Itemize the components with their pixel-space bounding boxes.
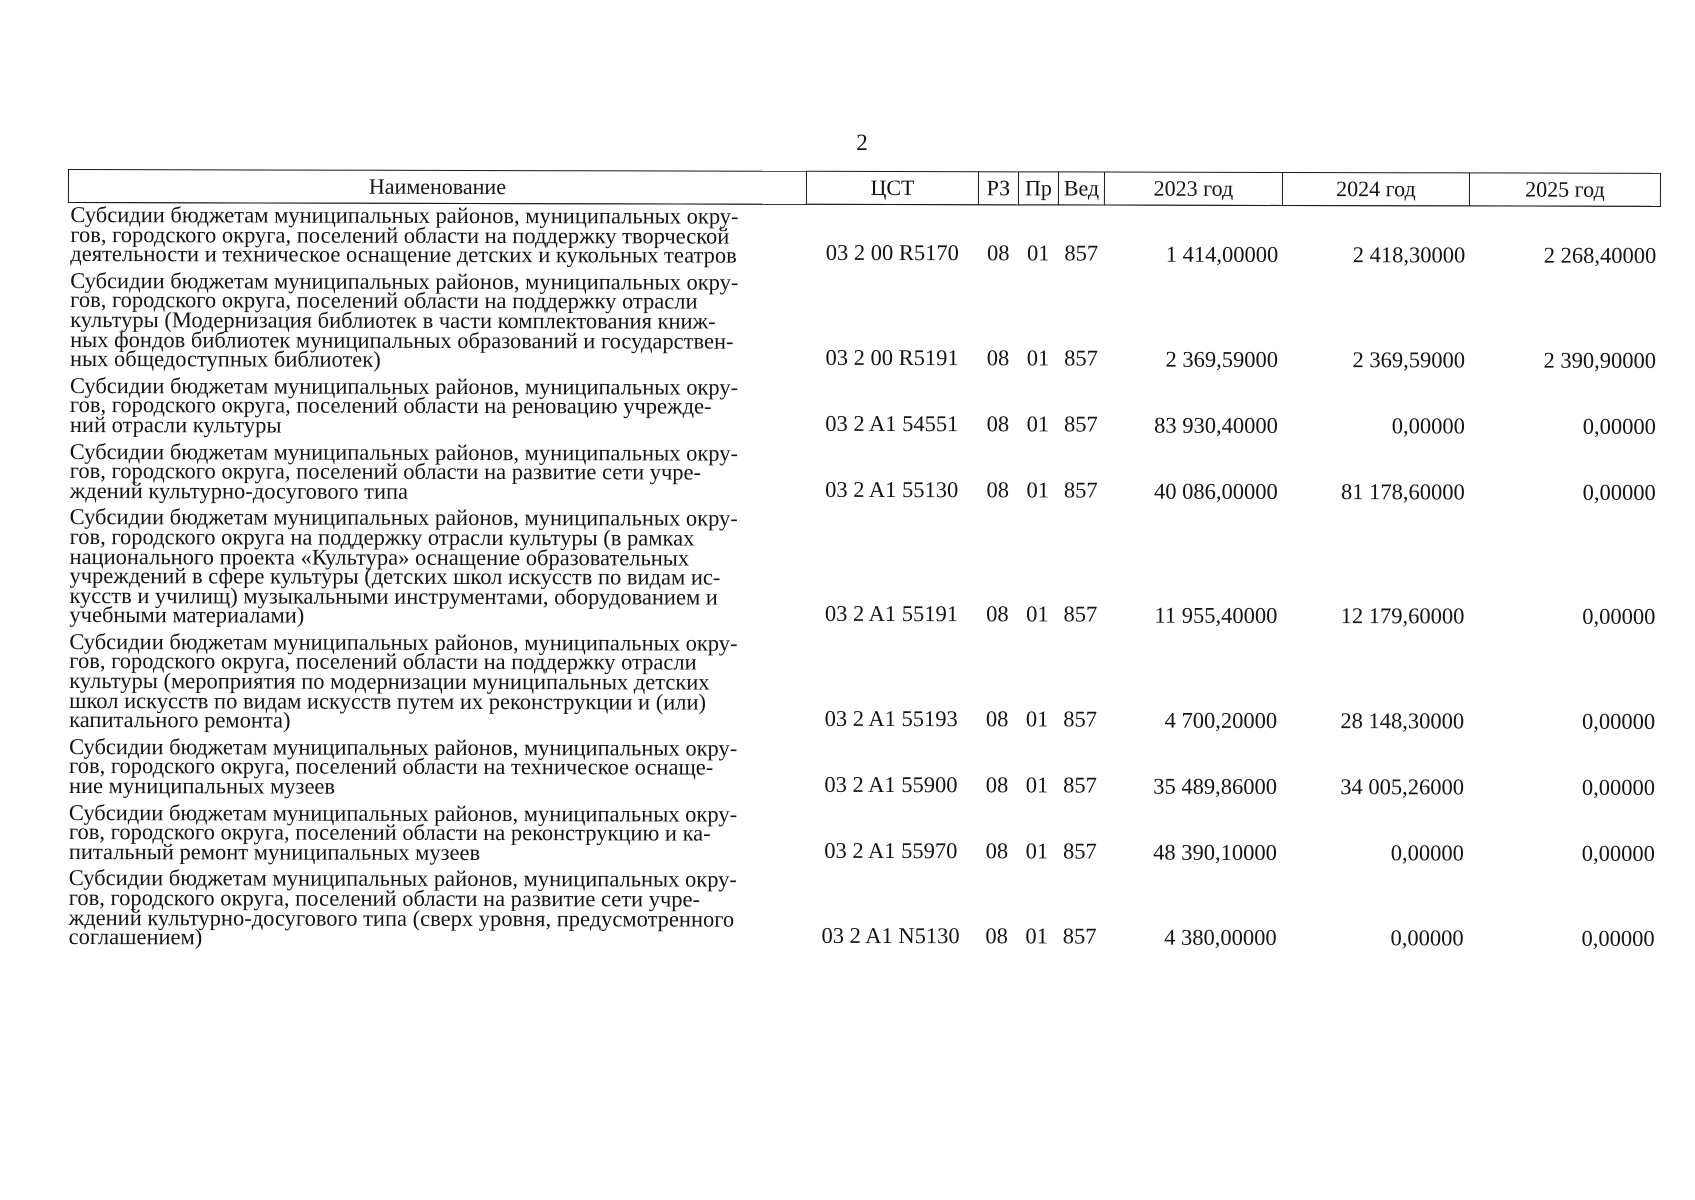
row-ved-code: 857 (1064, 240, 1099, 266)
row-rz-code: 08 (986, 476, 1010, 503)
row-rz-code: 08 (986, 411, 1010, 437)
row-name: Субсидии бюджетам муниципальных районов, муниципальных окру- гов, городского округа, поселений области на развитие сети учре- ждений культурно-досугового типа (сверх уровня, предусмотренного соглашением) (68, 865, 737, 950)
header-rz: РЗ (978, 172, 1018, 205)
row-ved-code: 857 (1063, 772, 1097, 798)
row-pr-code: 01 (1026, 601, 1049, 627)
row-amount-2024: 0,00000 (1390, 840, 1464, 866)
row-ved-code: 857 (1063, 477, 1098, 503)
row-amount-2023: 40 086,00000 (1153, 478, 1278, 504)
budget-table-container (66, 169, 1660, 956)
table-row (67, 630, 1659, 739)
row-rz-code: 08 (985, 923, 1008, 949)
table-header (68, 170, 1660, 207)
row-name: Субсидии бюджетам муниципальных районов, муниципальных окру- гов, городского округа, поселений области на техническое оснаще- ние муниципальных музеев (68, 733, 738, 799)
header-pr: Пр (1018, 172, 1058, 205)
row-name: Субсидии бюджетам муниципальных районов, муниципальных окру- гов, городского округа на поддержку отрасли культуры (в рамках национального проекта «Культура» оснащение образовательных учреждений в сфере культуры (детских школ искусств по видам ис- кусств и училищ) музыкальными инструментами, оборудованием и учебными материалами) (69, 504, 738, 628)
row-amount-2025: 0,00000 (1582, 603, 1656, 630)
row-amount-2023: 2 369,59000 (1165, 346, 1279, 373)
row-amount-2023: 4 380,00000 (1164, 924, 1277, 951)
row-name: Субсидии бюджетам муниципальных районов, муниципальных окру- гов, городского округа, поселений области на поддержку отрасли культуры (Модернизация библиотек в части комплектования книж- ных фондов библиотек муниципальных образований и государствен- ных общедоступных библиотек) (70, 267, 739, 372)
row-cst-code: 03 2 A1 55193 (824, 706, 958, 732)
page-number: 2 (856, 130, 868, 155)
row-ved-code: 857 (1063, 706, 1098, 732)
row-amount-2025: 0,00000 (1581, 840, 1655, 866)
row-pr-code: 01 (1025, 772, 1049, 798)
row-cst-code: 03 2 A1 55970 (824, 837, 958, 863)
row-rz-code: 08 (986, 601, 1009, 627)
header-ved: Вед (1058, 172, 1104, 205)
row-rz-code: 08 (985, 706, 1009, 732)
header-year-2023: 2023 год (1104, 172, 1282, 205)
row-amount-2024: 2 369,59000 (1352, 347, 1466, 373)
row-cst-code: 03 2 A1 55130 (825, 476, 959, 502)
table-row (67, 801, 1659, 871)
row-ved-code: 857 (1064, 345, 1098, 371)
row-cst-code: 03 2 A1 54551 (825, 410, 959, 437)
row-pr-code: 01 (1026, 477, 1049, 503)
row-ved-code: 857 (1062, 923, 1097, 949)
table-row (67, 505, 1659, 633)
row-pr-code: 01 (1026, 411, 1050, 437)
table-row (68, 203, 1660, 273)
row-cst-code: 03 2 00 R5191 (825, 345, 959, 371)
row-rz-code: 08 (987, 240, 1010, 266)
row-name: Субсидии бюджетам муниципальных районов, муниципальных окру- гов, городского округа, поселений области на реконструкцию и ка- питальный ремонт муниципальных музеев (68, 799, 738, 865)
row-amount-2023: 1 414,00000 (1165, 241, 1279, 268)
row-amount-2024: 0,00000 (1390, 925, 1464, 951)
row-amount-2025: 2 390,90000 (1543, 347, 1657, 374)
header-year-2025: 2025 год (1469, 173, 1660, 206)
row-amount-2024: 81 178,60000 (1340, 478, 1465, 505)
row-ved-code: 857 (1063, 411, 1098, 437)
row-pr-code: 01 (1026, 345, 1050, 371)
row-rz-code: 08 (986, 345, 1010, 371)
row-rz-code: 08 (985, 838, 1009, 864)
row-amount-2025: 0,00000 (1581, 708, 1656, 735)
table-row (68, 269, 1660, 378)
budget-table (66, 169, 1661, 956)
row-rz-code: 08 (985, 772, 1009, 798)
row-ved-code: 857 (1063, 601, 1098, 627)
row-pr-code: 01 (1027, 240, 1050, 266)
row-amount-2023: 48 390,10000 (1153, 839, 1277, 865)
table-row (68, 374, 1660, 444)
row-cst-code: 03 2 A1 55191 (824, 601, 959, 627)
row-name: Субсидии бюджетам муниципальных районов, муниципальных окру- гов, городского округа, поселений области на развитие сети учре- ждений культурно-досугового типа (69, 438, 738, 504)
row-amount-2023: 4 700,20000 (1164, 707, 1278, 734)
header-row (68, 170, 1660, 207)
header-cst: ЦСТ (806, 171, 978, 204)
table-row (68, 440, 1660, 510)
row-name: Субсидии бюджетам муниципальных районов, муниципальных окру- гов, городского округа, поселений области на поддержку отрасли культуры (мероприятия по модернизации муниципальных детских школ искусств по видам искусств путем их реконструкции и (или) капитального ремонта) (69, 628, 738, 733)
row-amount-2024: 34 005,26000 (1340, 774, 1465, 800)
row-amount-2025: 2 268,40000 (1543, 242, 1657, 269)
header-name: Наименование (68, 170, 806, 205)
row-amount-2023: 35 489,86000 (1153, 773, 1278, 799)
table-row (67, 735, 1659, 805)
row-cst-code: 03 2 A1 55900 (824, 771, 958, 798)
row-amount-2023: 11 955,40000 (1154, 602, 1278, 629)
table-body (67, 203, 1661, 956)
row-pr-code: 01 (1025, 923, 1048, 949)
row-amount-2024: 12 179,60000 (1340, 603, 1465, 629)
row-cst-code: 03 2 A1 N5130 (821, 923, 960, 949)
row-ved-code: 857 (1062, 838, 1097, 864)
row-amount-2024: 0,00000 (1391, 413, 1465, 439)
row-amount-2025: 0,00000 (1582, 479, 1656, 505)
row-name: Субсидии бюджетам муниципальных районов, муниципальных окру- гов, городского округа, поселений области на поддержку творческой деятельности и техническое оснащение детских и кукольных театров (70, 202, 739, 268)
row-pr-code: 01 (1025, 838, 1049, 864)
row-amount-2025: 0,00000 (1582, 413, 1656, 439)
row-amount-2024: 2 418,30000 (1352, 242, 1466, 268)
row-pr-code: 01 (1025, 706, 1049, 732)
row-amount-2024: 28 148,30000 (1340, 708, 1465, 734)
row-amount-2025: 0,00000 (1581, 925, 1655, 952)
row-amount-2025: 0,00000 (1581, 774, 1656, 800)
row-name: Субсидии бюджетам муниципальных районов, муниципальных окру- гов, городского округа, поселений области на реновацию учрежде- ний отрасли культуры (69, 372, 739, 438)
header-year-2024: 2024 год (1282, 172, 1469, 205)
row-cst-code: 03 2 00 R5170 (825, 240, 959, 266)
row-amount-2023: 83 930,40000 (1154, 412, 1278, 438)
table-row (67, 866, 1659, 955)
